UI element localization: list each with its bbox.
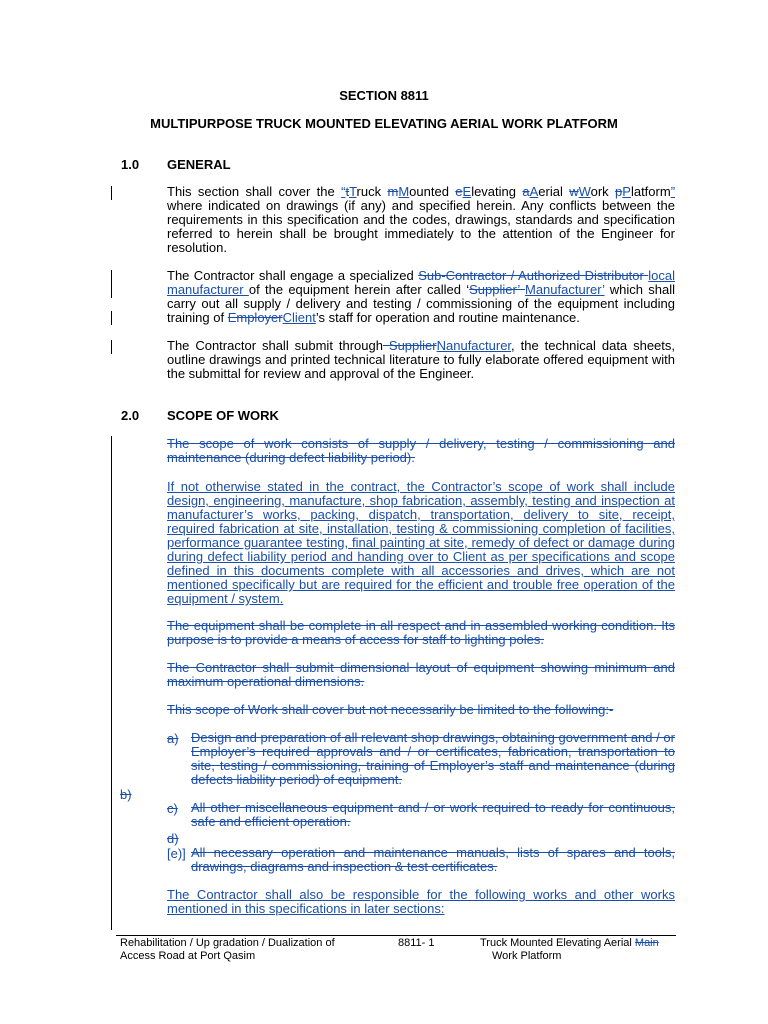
general-number: 1.0 [121,157,140,172]
item-e-text: All necessary operation and maintenance manuals, lists of spares and tools, drawings, diagrams and inspection & test certificates. [191,845,675,874]
change-bar [111,436,112,930]
scope-paragraph-2: If not otherwise stated in the contract, the Contractor’s scope of work shall include design, engineering, manufacture, shop fabrication, assembly, testing and inspection at manufacturer’s works, packing, dispatch, transportation, delivery to site, receipt, required fabrication at site, installation, testing & commissioning completion of facilities, performance guarantee testing, final painting at site, remedy of defect or damage during during defect liability period and handing over to Client as per specifications and scope defined in this documents complete with all accessories and drives, which are not mentioned specifically but are required for the efficient and trouble free operation of the equipment / system. [167,479,675,606]
document-title: MULTIPURPOSE TRUCK MOUNTED ELEVATING AERIAL WORK PLATFORM [150,116,618,131]
general-paragraph-2: The Contractor shall engage a specialized Sub-Contractor / Authorized Distributor local manufacturer of the equipment herein after called ‘Supplier’ Manufacturer’ which shall carry out all supply / delivery and testing / commissioning of the equipment including training of EmployerClient’s staff for operation and routine maintenance. [167,268,675,325]
change-bar [111,340,112,354]
footer-page-number: 8811- 1 [398,937,435,949]
change-bar [111,270,112,298]
general-paragraph-3: The Contractor shall submit through SupplierNanufacturer, the technical data sheets, outline drawings and printed technical literature to fully elaborate offered equipment with the submittal for review and approval of the Engineer. [167,338,676,381]
scope-heading: SCOPE OF WORK [167,408,279,423]
item-a-label: a) [167,731,179,746]
change-bar [111,311,112,325]
item-c-label: c) [167,801,178,816]
scope-paragraph-6: The Contractor shall also be responsible for the following works and other works mentioned in this specifications in later sections: [167,887,675,916]
item-d-label: d) [167,831,179,846]
scope-paragraph-1: The scope of work consists of supply / delivery, testing / commissioning and maintenance (during defect liability period). [167,436,675,465]
scope-paragraph-3: The equipment shall be complete in all respect and in assembled working condition. Its purpose is to provide a means of access for staff to lighting poles. [167,618,675,647]
scope-number: 2.0 [121,408,140,423]
item-e-label: [e)] [167,846,186,861]
general-paragraph-1: This section shall cover the “tTruck mMounted eElevating aAerial wWork pPlatform” where indicated on drawings (if any) and specified herein. Any conflicts between the requirements in this specification and the codes, drawings, standards and specification referred to herein shall be brought immediately to the attention of the Engineer for resolution. [167,184,676,255]
item-a-text: Design and preparation of all relevant shop drawings, obtaining government and / or Employer’s required approvals and / or certificates, fabrication, transportation to site, testing / commissioning, training of Employer’s staff and maintenance (during defects liability period) of equipment. [191,730,675,787]
footer-left: Rehabilitation / Up gradation / Dualization of Access Road at Port Qasim [120,937,335,962]
scope-paragraph-5: This scope of Work shall cover but not necessarily be limited to the following:- [167,702,614,717]
item-b-label: b) [120,787,132,802]
section-title: SECTION 8811 [339,88,429,103]
footer-right: Truck Mounted Elevating Aerial Main Work Platform [480,937,659,962]
scope-paragraph-4: The Contractor shall submit dimensional layout of equipment showing minimum and maximum operational dimensions. [167,660,675,689]
general-heading: GENERAL [167,157,231,172]
change-bar [111,186,112,200]
footer-rule [116,935,676,936]
item-c-text: All other miscellaneous equipment and / or work required to ready for continuous, safe and efficient operation. [191,800,675,829]
